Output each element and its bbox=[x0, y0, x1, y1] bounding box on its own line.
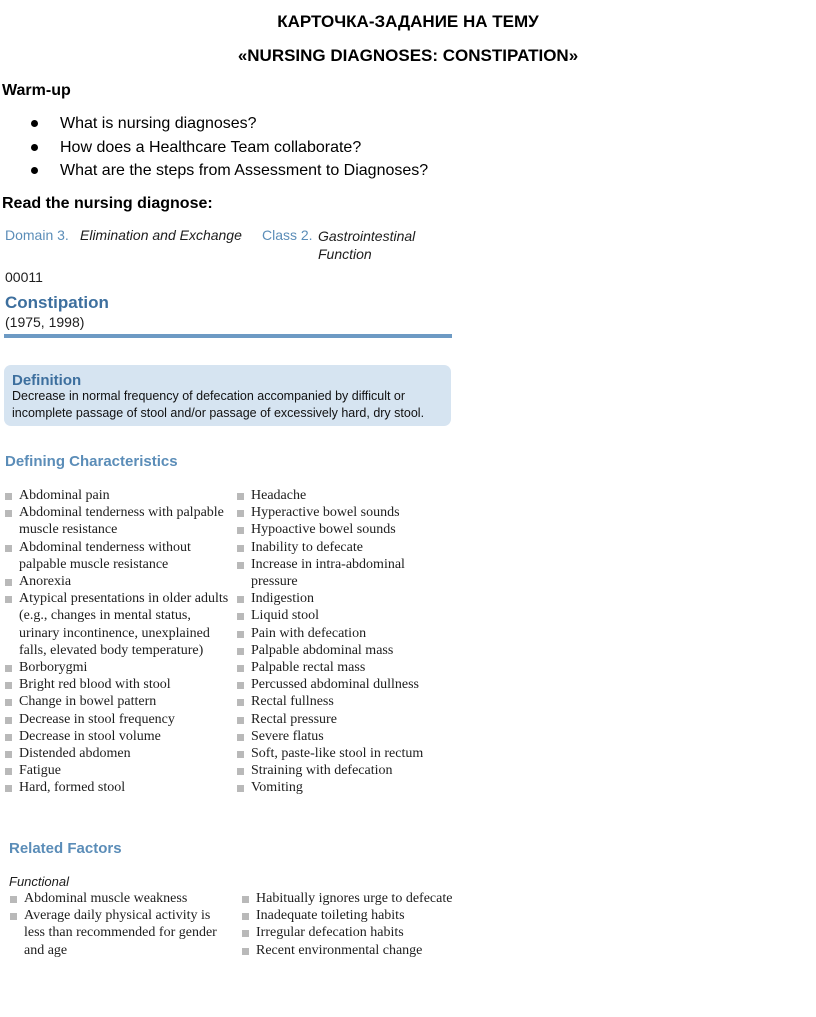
square-bullet-icon bbox=[237, 751, 244, 758]
square-bullet-icon bbox=[237, 527, 244, 534]
list-item: Vomiting bbox=[237, 779, 452, 796]
topic-title: «NURSING DIAGNOSES: CONSTIPATION» bbox=[237, 46, 579, 65]
class-label: Class 2. bbox=[262, 227, 313, 243]
list-item: Abdominal muscle weakness bbox=[10, 890, 225, 907]
square-bullet-icon bbox=[242, 948, 249, 955]
square-bullet-icon bbox=[237, 785, 244, 792]
square-bullet-icon bbox=[5, 785, 12, 792]
square-bullet-icon bbox=[5, 717, 12, 724]
square-bullet-icon bbox=[5, 665, 12, 672]
defining-characteristics-left bbox=[5, 487, 230, 797]
list-item: What are the steps from Assessment to Diagnoses? bbox=[28, 159, 428, 183]
square-bullet-icon bbox=[5, 510, 12, 517]
square-bullet-icon bbox=[5, 682, 12, 689]
square-bullet-icon bbox=[5, 751, 12, 758]
list-item: Habitually ignores urge to defecate bbox=[242, 890, 472, 907]
list-item: Fatigue bbox=[5, 762, 230, 779]
list-item: Severe flatus bbox=[237, 728, 452, 745]
list-item: Inadequate toileting habits bbox=[242, 907, 472, 924]
bullet-icon bbox=[31, 144, 38, 151]
definition-text: Decrease in normal frequency of defecation accompanied by difficult or incomplete passage of stool and/or passage of excessively hard, dry stool. bbox=[12, 389, 425, 420]
square-bullet-icon bbox=[5, 699, 12, 706]
list-item: Percussed abdominal dullness bbox=[237, 676, 452, 693]
defining-characteristics-right bbox=[237, 487, 452, 797]
square-bullet-icon bbox=[237, 596, 244, 603]
list-item: Headache bbox=[237, 487, 452, 504]
defining-characteristics-heading: Defining Characteristics bbox=[5, 453, 178, 470]
domain-label: Domain 3. bbox=[5, 227, 69, 243]
list-item: Atypical presentations in older adults (e.g., changes in mental status, urinary incontinence, unexplained falls, elevated body temperature) bbox=[5, 590, 230, 659]
square-bullet-icon bbox=[237, 493, 244, 500]
square-bullet-icon bbox=[237, 613, 244, 620]
divider bbox=[4, 334, 452, 338]
warmup-heading: Warm-up bbox=[2, 82, 71, 99]
list-item: Palpable rectal mass bbox=[237, 659, 452, 676]
list-item: Soft, paste-like stool in rectum bbox=[237, 745, 452, 762]
square-bullet-icon bbox=[237, 648, 244, 655]
list-item: Rectal pressure bbox=[237, 711, 452, 728]
square-bullet-icon bbox=[10, 913, 17, 920]
list-item: Distended abdomen bbox=[5, 745, 230, 762]
list-item: Borborygmi bbox=[5, 659, 230, 676]
square-bullet-icon bbox=[237, 562, 244, 569]
list-item: Pain with defecation bbox=[237, 625, 452, 642]
list-item: Abdominal tenderness with palpable muscle resistance bbox=[5, 504, 230, 538]
bullet-icon bbox=[31, 120, 38, 127]
square-bullet-icon bbox=[242, 913, 249, 920]
list-item: What is nursing diagnoses? bbox=[28, 112, 428, 136]
list-item: Rectal fullness bbox=[237, 693, 452, 710]
square-bullet-icon bbox=[237, 545, 244, 552]
class-name: Gastrointestinal Function bbox=[318, 228, 416, 262]
list-item: Anorexia bbox=[5, 573, 230, 590]
square-bullet-icon bbox=[242, 930, 249, 937]
list-item: Change in bowel pattern bbox=[5, 693, 230, 710]
square-bullet-icon bbox=[10, 896, 17, 903]
list-item: Decrease in stool frequency bbox=[5, 711, 230, 728]
list-item: Abdominal pain bbox=[5, 487, 230, 504]
list-item: Irregular defecation habits bbox=[242, 924, 472, 941]
list-item: Bright red blood with stool bbox=[5, 676, 230, 693]
list-item: Abdominal tenderness without palpable muscle resistance bbox=[5, 539, 230, 573]
square-bullet-icon bbox=[5, 734, 12, 741]
square-bullet-icon bbox=[5, 596, 12, 603]
square-bullet-icon bbox=[237, 768, 244, 775]
square-bullet-icon bbox=[5, 493, 12, 500]
square-bullet-icon bbox=[5, 768, 12, 775]
square-bullet-icon bbox=[237, 631, 244, 638]
list-item: Hyperactive bowel sounds bbox=[237, 504, 452, 521]
list-item: Hypoactive bowel sounds bbox=[237, 521, 452, 538]
square-bullet-icon bbox=[237, 682, 244, 689]
diagnosis-code: 00011 bbox=[5, 269, 43, 285]
square-bullet-icon bbox=[5, 545, 12, 552]
square-bullet-icon bbox=[242, 896, 249, 903]
square-bullet-icon bbox=[237, 665, 244, 672]
list-item: Straining with defecation bbox=[237, 762, 452, 779]
list-item: How does a Healthcare Team collaborate? bbox=[28, 136, 428, 160]
list-item: Recent environmental change bbox=[242, 942, 472, 959]
definition-box bbox=[4, 365, 451, 426]
square-bullet-icon bbox=[237, 717, 244, 724]
related-factors-right bbox=[242, 890, 472, 959]
related-factors-subheading: Functional bbox=[9, 874, 69, 889]
card-title: КАРТОЧКА-ЗАДАНИЕ НА ТЕМУ bbox=[277, 12, 539, 31]
related-factors-heading: Related Factors bbox=[9, 840, 122, 857]
list-item: Palpable abdominal mass bbox=[237, 642, 452, 659]
list-item: Increase in intra-abdominal pressure bbox=[237, 556, 452, 590]
domain-name: Elimination and Exchange bbox=[80, 227, 242, 243]
definition-title: Definition bbox=[12, 372, 82, 389]
warmup-questions bbox=[28, 112, 428, 183]
diagnosis-name: Constipation bbox=[5, 293, 109, 312]
bullet-icon bbox=[31, 167, 38, 174]
square-bullet-icon bbox=[237, 699, 244, 706]
list-item: Hard, formed stool bbox=[5, 779, 230, 796]
list-item: Indigestion bbox=[237, 590, 452, 607]
square-bullet-icon bbox=[5, 579, 12, 586]
list-item: Decrease in stool volume bbox=[5, 728, 230, 745]
square-bullet-icon bbox=[237, 510, 244, 517]
related-factors-left bbox=[10, 890, 225, 959]
square-bullet-icon bbox=[237, 734, 244, 741]
list-item: Average daily physical activity is less than recommended for gender and age bbox=[10, 907, 225, 959]
diagnosis-years: (1975, 1998) bbox=[5, 314, 85, 330]
list-item: Liquid stool bbox=[237, 607, 452, 624]
list-item: Inability to defecate bbox=[237, 539, 452, 556]
read-heading: Read the nursing diagnose: bbox=[2, 195, 213, 212]
